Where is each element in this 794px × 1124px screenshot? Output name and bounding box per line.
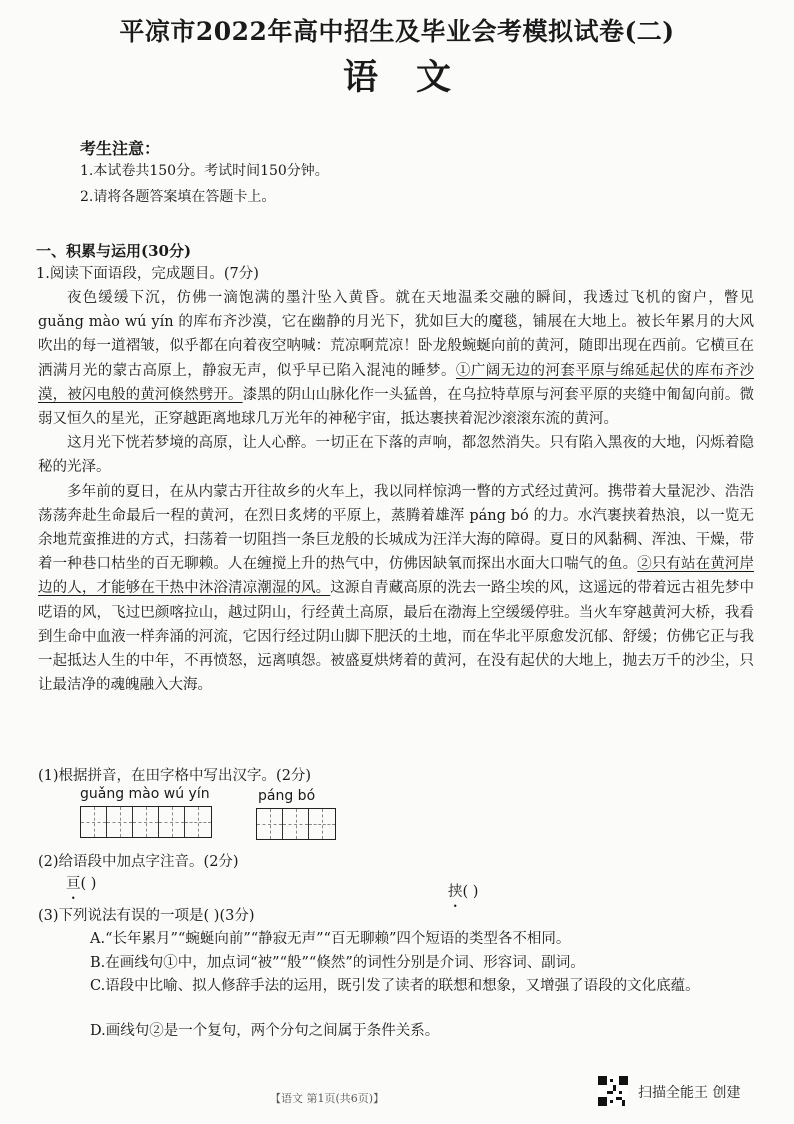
tianzige-grid-b[interactable] bbox=[256, 808, 336, 840]
pinyin-label-b: páng bó bbox=[258, 788, 316, 804]
sub-question-1: (1)根据拼音，在田字格中写出汉字。(2分) bbox=[38, 768, 312, 784]
pinyin-label-a: guǎng mào wú yín bbox=[80, 786, 210, 802]
option-b[interactable]: B.在画线句①中，加点词“被”“般”“倏然”的词性分别是介词、形容词、副词。 bbox=[90, 955, 585, 971]
annotate-char-b[interactable]: 挟( ) bbox=[448, 884, 479, 900]
notice-item: 1.本试卷共150分。考试时间150分钟。 bbox=[80, 163, 329, 179]
passage-paragraph-2: 这月光下恍若梦境的高原，让人心醉。一切正在下落的声响，都忽然消失。只有陷入黑夜的大地，闪烁着隐秘的光泽。 bbox=[38, 435, 754, 476]
passage-paragraph-1: 夜色缓缓下沉，仿佛一滴饱满的墨汁坠入黄昏。就在天地温柔交融的瞬间，我透过飞机的窗户，瞥见 guǎng mào wú yín 的库布齐沙漠，它在幽静的月光下，犹如巨大的魔毯，铺展在大地上。被长年累月的大风吹出的每一道褶皱，似乎都在向着夜空呐喊：荒凉啊荒凉！卧龙般蜿蜒向前的黄河，随即出现在西前。它横亘在洒满月光的蒙古高原上，静寂无声，似乎早已陷入混沌的睡梦。①广阔无边的河套平原与绵延起伏的库布齐沙漠，被闪电般的黄河倏然劈开。漆黑的阴山山脉化作一头猛兽，在乌拉特草原与河套平原的夹缝中匍匐向前。微弱又恒久的星光，正穿越距离地球几万光年的神秘宇宙，抵达裹挟着泥沙滚滚东流的黄河。 bbox=[38, 290, 755, 428]
option-d[interactable]: D.画线句②是一个复句，两个分句之间属于条件关系。 bbox=[90, 1023, 440, 1039]
page-footer: 【语文 第1页(共6页)】 bbox=[270, 1092, 385, 1105]
option-a[interactable]: A.“长年累月”“蜿蜒向前”“静寂无声”“百无聊赖”四个短语的类型各不相同。 bbox=[90, 931, 571, 947]
sub-question-3: (3)下列说法有误的一项是( )(3分) bbox=[38, 908, 255, 924]
qr-code-icon bbox=[598, 1076, 628, 1106]
underlined-sentence-2: ②只有站在黄河岸边的人，才能够在干热中沐浴清凉潮湿的风。 bbox=[38, 556, 755, 597]
exam-title: 平凉市2022年高中招生及毕业会考模拟试卷(二) bbox=[119, 17, 675, 46]
question-1-prompt: 1.阅读下面语段，完成题目。(7分) bbox=[36, 266, 259, 282]
underlined-sentence-1: ①广阔无边的河套平原与绵延起伏的库布齐沙漠，被闪电般的黄河倏然劈开。 bbox=[38, 362, 755, 403]
passage bbox=[38, 286, 754, 697]
passage-paragraph-3: 多年前的夏日，在从内蒙古开往故乡的火车上，我以同样惊鸿一瞥的方式经过黄河。携带着大量泥沙、浩浩荡荡奔赴生命最后一程的黄河，在烈日炙烤的平原上，蒸腾着雄浑 páng bó 的力。水汽裹挟着热浪，以一览无余地荒蛮推进的方式，扫荡着一切阻挡一条巨龙般的长城成为汪洋大海的障碍。夏日的风黏稠、浑浊、干燥，带着一种巷口枯坐的百无聊赖。人在缠搅上升的热气中，仿佛因缺氧而探出水面大口喘气的鱼。②只有站在黄河岸边的人，才能够在干热中沐浴清凉潮湿的风。这源自青藏高原的洗去一路尘埃的风，这遥远的带着远古祖先梦中呓语的风，飞过巴颜喀拉山，越过阴山，行经黄土高原，最后在渤海上空缓缓停驻。当火车穿越黄河大桥，我看到生命中血液一样奔涌的河流，它因行经过阴山脚下肥沃的土地，而在华北平原愈发沉郁、舒缓；仿佛它正与我一起抵达人生的中年，不再愤怒，远离嗔怨。被盛夏烘烤着的黄河，在没有起伏的大地上，抛去万千的沙尘，只让最洁净的魂魄融入大海。 bbox=[38, 483, 755, 694]
option-c[interactable]: C.语段中比喻、拟人修辞手法的运用，既引发了读者的联想和想象，又增强了语段的文化底蕴。 bbox=[90, 978, 700, 994]
notice-heading: 考生注意： bbox=[80, 139, 161, 158]
scanner-brand: 扫描全能王 创建 bbox=[638, 1085, 741, 1101]
sub-question-2: (2)给语段中加点字注音。(2分) bbox=[38, 854, 239, 870]
section-heading: 一、积累与运用(30分) bbox=[36, 242, 192, 260]
notice-item: 2.请将各题答案填在答题卡上。 bbox=[80, 189, 276, 205]
annotate-char-a[interactable]: 亘( ) bbox=[66, 876, 97, 892]
tianzige-grid-a[interactable] bbox=[80, 806, 212, 838]
subject-title: 语文 bbox=[342, 57, 489, 98]
